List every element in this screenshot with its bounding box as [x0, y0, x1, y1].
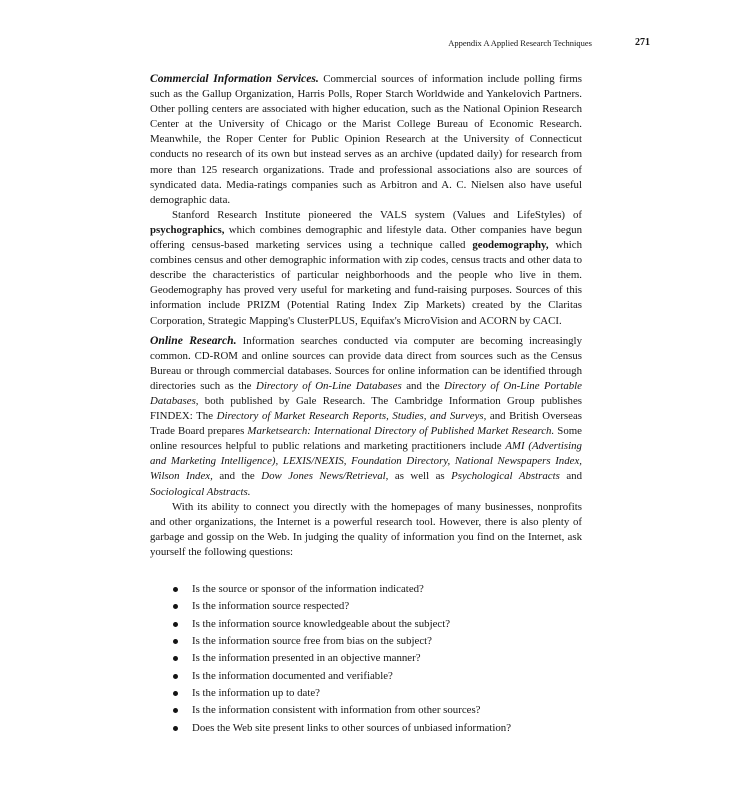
commercial-services-paragraph [150, 71, 582, 208]
online-text-e: Some online resources helpful to public relations and marketing practitioners include [150, 425, 583, 453]
online-text-f: and the [212, 470, 262, 483]
term-geodemography: geodemography, [472, 239, 549, 252]
title-directory-market-research: Directory of Market Research Reports, Studies, and Surveys, [216, 410, 487, 423]
question-text: Is the source or sponsor of the information indicated? [192, 583, 424, 595]
psychographics-paragraph [150, 208, 582, 329]
list-item [173, 685, 582, 702]
list-item [173, 702, 582, 719]
psychographics-text-a: Stanford Research Institute pioneered the VALS system (Values and LifeStyles) of [172, 208, 582, 221]
question-text: Is the information presented in an objective manner? [192, 652, 421, 665]
commercial-services-text: Commercial sources of information include polling firms such as the Gallup Organization, Harris Polls, Roper Starch Worldwide and Yankelovich Partners. Other polling centers are associated with higher education, such as the National Opinion Research Center at the University of Chicago or the Marist College Bureau of Economic Research. Meanwhile, the Roper Center for Public Opinion Research at the University of Connecticut conducts no research of its own but instead serves as an archive (updated daily) for research from more than 125 research organizations. Trade and professional associations also are sources of syndicated data. Media-ratings companies such as Arbitron and A. C. Nielsen also have useful demographic data. [150, 73, 582, 206]
question-text: Does the Web site present links to other sources of unbiased information? [192, 721, 512, 734]
title-sociological-abstracts: Sociological Abstracts. [150, 485, 251, 498]
title-psychological-abstracts: Psychological Abstracts [451, 470, 560, 483]
title-dow-jones: Dow Jones News/Retrieval, [261, 470, 389, 483]
online-text-h: and [559, 470, 582, 483]
bullet-icon [173, 674, 178, 679]
online-text-d: and British Overseas Trade Board prepares [150, 410, 583, 438]
page-number: 271 [635, 37, 650, 48]
list-item [173, 616, 582, 633]
question-text: Is the information source free from bias on the subject? [192, 635, 432, 648]
bullet-icon [173, 604, 178, 609]
list-item [173, 581, 582, 598]
list-item [173, 720, 582, 737]
evaluation-questions-list [173, 581, 582, 737]
bullet-icon [173, 691, 178, 696]
bullet-icon [173, 726, 178, 731]
online-research-paragraph [150, 333, 582, 500]
online-text-b: and the [401, 379, 445, 392]
list-item [173, 633, 582, 650]
titles-online-resources: AMI (Advertising and Marketing Intelligence), LEXIS/NEXIS, Foundation Directory, National Newspapers Index, Wilson Index, [150, 440, 582, 483]
question-text: Is the information consistent with information from other sources? [192, 704, 481, 717]
bullet-icon [173, 622, 178, 627]
title-directory-portable-databases: Directory of On-Line Portable Databases, [150, 379, 582, 407]
online-text-a: Information searches conducted via computer are becoming increasingly common. CD-ROM and online sources can provide data direct from sources such as the Census Bureau or through commercial databases. Sources for online information can be identified through directories such as the [150, 334, 582, 392]
online-text-g: as well as [388, 470, 452, 483]
online-text-c: both published by Gale Research. The Cambridge Information Group publishes FINDEX: The [150, 394, 582, 423]
running-title: Appendix A Applied Research Techniques [448, 38, 592, 48]
page-body [150, 71, 582, 737]
list-item [173, 650, 582, 667]
term-psychographics: psychographics, [150, 223, 225, 236]
question-text: Is the information source respected? [192, 600, 350, 613]
running-head [150, 38, 650, 50]
bullet-icon [173, 708, 178, 713]
commercial-services-heading: Commercial Information Services. [150, 72, 319, 85]
list-item [173, 598, 582, 615]
question-text: Is the information documented and verifiable? [192, 669, 393, 682]
bullet-icon [173, 639, 178, 644]
list-item [173, 668, 582, 685]
psychographics-text-c: which combines census and other demographic information with zip codes, census tracts and other data to describe the characteristics of particular neighborhoods and the people who live in them. Geodemography has proved very useful for marketing and fund-raising purposes. Sources of this information include PRIZM (Potential Rating Index Zip Markets) created by the Claritas Corporation, Strategic Mapping's ClusterPLUS, Equifax's MicroVision and ACORN by CACI. [150, 239, 582, 327]
title-marketsearch: Marketsearch: International Directory of Published Market Research. [247, 425, 555, 438]
psychographics-text-b: which combines demographic and lifestyle data. Other companies have begun offering census-based marketing services using a technique called [150, 223, 582, 252]
bullet-icon [173, 656, 178, 661]
title-directory-online-databases: Directory of On-Line Databases [256, 379, 402, 392]
question-text: Is the information up to date? [192, 687, 320, 700]
online-research-heading: Online Research. [150, 333, 237, 347]
bullet-icon [173, 587, 178, 592]
question-text: Is the information source knowledgeable about the subject? [192, 617, 451, 630]
internet-paragraph: With its ability to connect you directly with the homepages of many businesses, nonprofits and other organizations, the Internet is a powerful research tool. However, there is also plenty of garbage and gossip on the Web. In judging the quality of information you find on the Internet, ask yourself the following questions: [150, 500, 582, 558]
